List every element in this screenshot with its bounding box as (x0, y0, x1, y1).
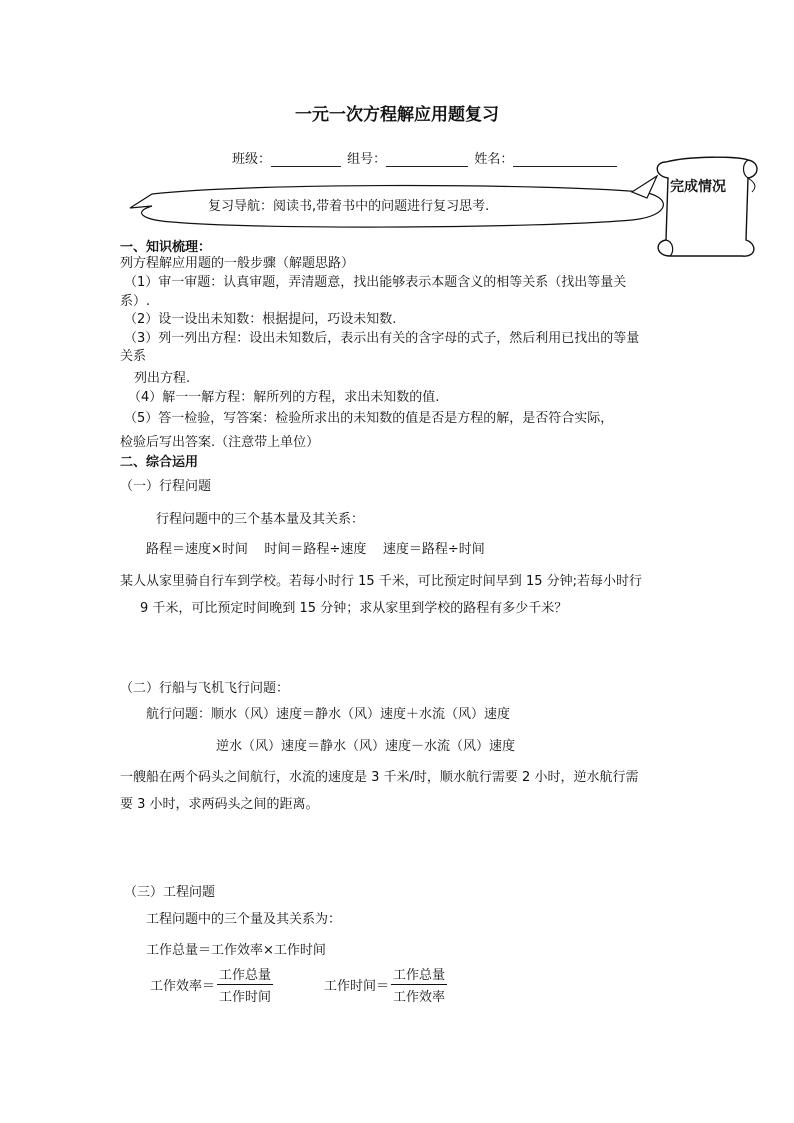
step-line: （3）列一列出方程：设出未知数后，表示出有关的含字母的式子，然后利用已找出的等量 (124, 331, 640, 346)
step-line: （4）解一一解方程：解所列的方程，求出未知数的值. (128, 390, 440, 405)
part3-formula: 工作总量＝工作效率×工作时间 (146, 943, 326, 958)
class-label: 班级： (232, 152, 272, 167)
step-line: （5）答一检验，写答案：检验所求出的未知数的值是否是方程的解，是否符合实际， (124, 411, 614, 426)
eff-label: 工作效率＝ (150, 979, 216, 994)
step-line: 列出方程. (134, 371, 191, 386)
part2-problem: 要 3 小时，求两码头之间的距离。 (120, 797, 319, 812)
part1-problem: 某人从家里骑自行车到学校。若每小时行 15 千米，可比预定时间早到 15 分钟;若每小时行 (120, 574, 642, 589)
time-fraction (391, 964, 447, 1005)
class-blank[interactable] (271, 152, 341, 167)
eff-numerator: 工作总量 (217, 964, 273, 985)
part2-formula: 航行问题：顺水（风）速度＝静水（风）速度＋水流（风）速度 (146, 707, 511, 722)
part1-formulas: 路程＝速度×时间 时间＝路程÷速度 速度＝路程÷时间 (146, 542, 485, 557)
time-numerator: 工作总量 (391, 964, 447, 985)
guide-text: 复习导航：阅读书,带着书中的问题进行复习思考. (208, 199, 490, 214)
step-line: 系）. (120, 294, 151, 309)
part1-intro: 行程问题中的三个基本量及其关系： (156, 512, 365, 527)
part3-heading: （三）工程问题 (124, 885, 216, 900)
step-line: 关系 (120, 349, 147, 364)
section1-heading: 一、知识梳理： (120, 240, 212, 255)
eff-denominator: 工作时间 (219, 990, 272, 1005)
time-denominator: 工作效率 (393, 990, 446, 1005)
part3-intro: 工程问题中的三个量及其关系为： (146, 912, 342, 927)
page-title: 一元一次方程解应用题复习 (295, 105, 499, 125)
part2-formula: 逆水（风）速度＝静水（风）速度－水流（风）速度 (216, 739, 516, 754)
scroll-icon (648, 152, 768, 262)
work-time-formula (324, 964, 449, 1005)
part2-problem: 一艘船在两个码头之间航行，水流的速度是 3 千米/时，顺水航行需要 2 小时，逆水航行需 (120, 770, 639, 785)
part1-problem: 9 千米，可比预定时间晚到 15 分钟；求从家里到学校的路程有多少千米？ (140, 601, 568, 616)
group-label: 组号： (347, 152, 387, 167)
step-line: （2）设一设出未知数：根据提问，巧设未知数. (124, 312, 397, 327)
work-efficiency-formula (150, 964, 275, 1005)
step-line: （1）审一审题：认真审题，弄清题意，找出能够表示本题含义的相等关系（找出等量关 (124, 275, 627, 290)
part1-heading: （一）行程问题 (120, 479, 212, 494)
group-blank[interactable] (386, 152, 468, 167)
completion-badge: 完成情况 (670, 179, 726, 195)
student-info-line (232, 148, 619, 167)
step-line: 检验后写出答案.（注意带上单位） (120, 435, 320, 450)
eff-fraction (217, 964, 273, 1005)
part2-heading: （二）行船与飞机飞行问题： (120, 681, 290, 696)
name-label: 姓名： (474, 152, 514, 167)
section1-intro: 列方程解应用题的一般步骤（解题思路） (120, 256, 355, 271)
section2-heading: 二、综合运用 (120, 455, 199, 470)
time-label: 工作时间＝ (324, 979, 390, 994)
name-blank[interactable] (513, 152, 617, 167)
